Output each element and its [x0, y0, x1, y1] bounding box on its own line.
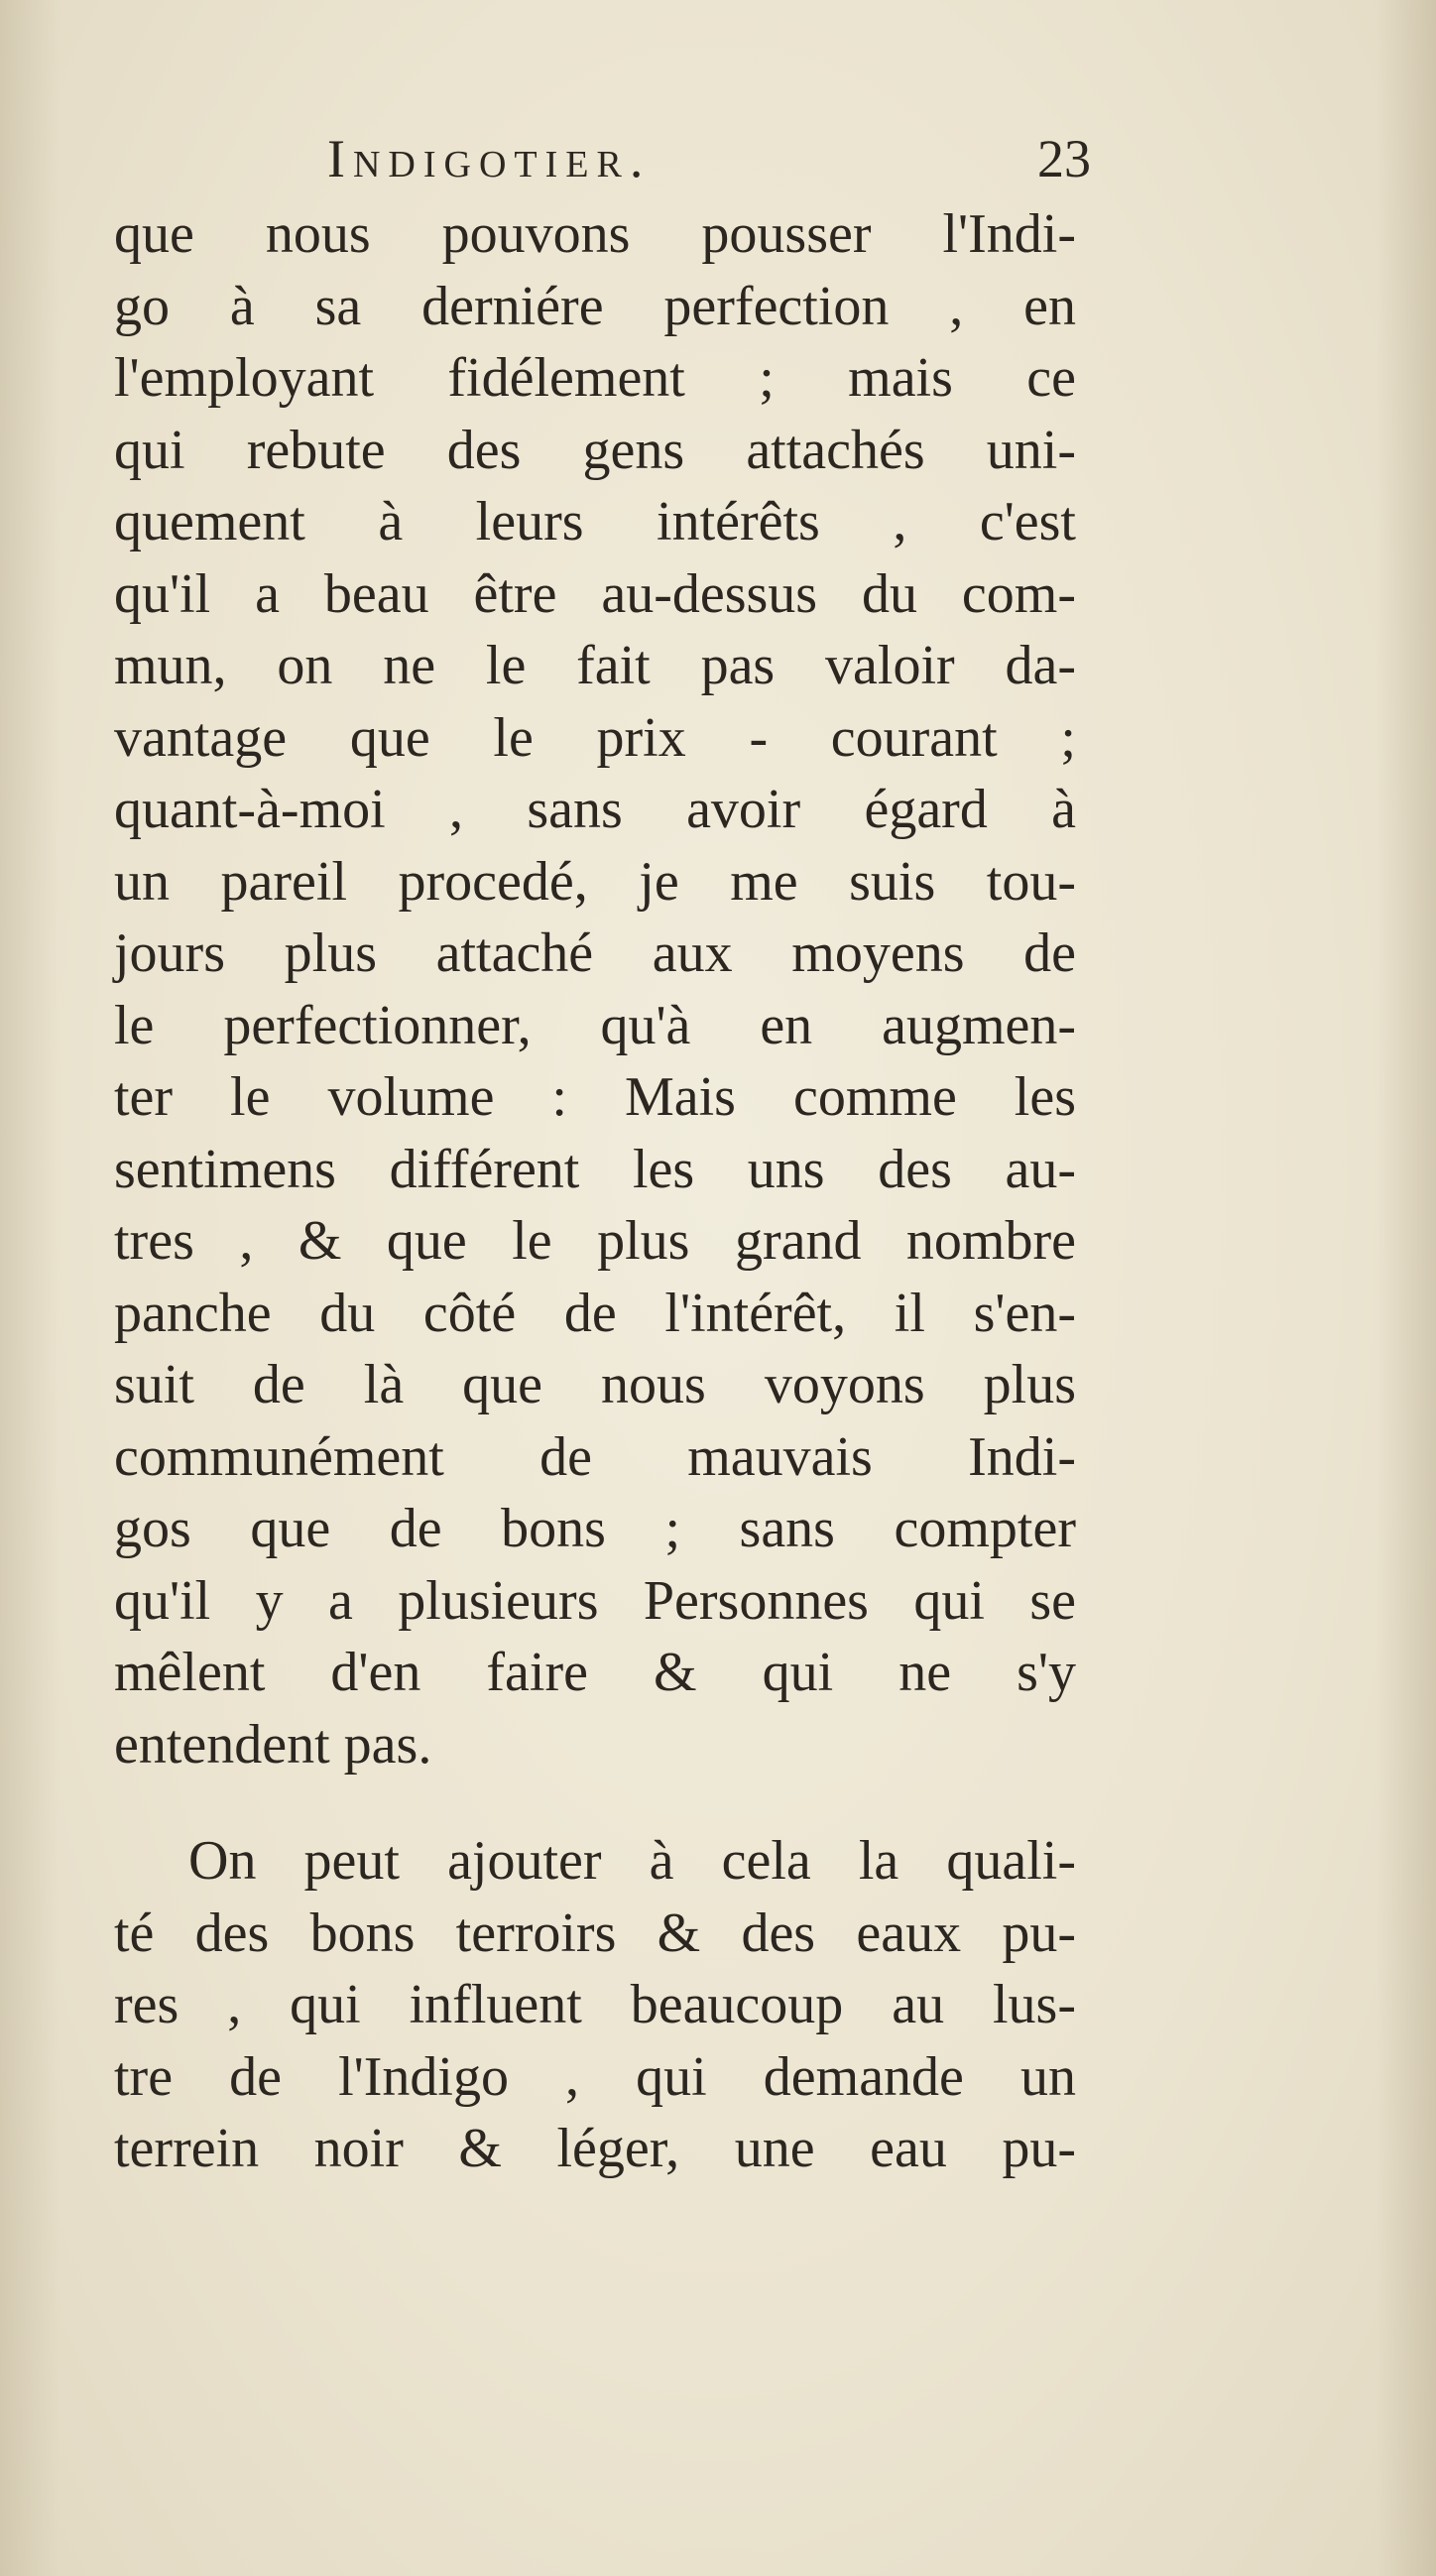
text-line: ter le volume : Mais comme les — [114, 1066, 1076, 1128]
text-line: tres , & que le plus grand nombre — [114, 1210, 1076, 1272]
text-line: res , qui influent beaucoup au lus- — [114, 1974, 1076, 2035]
text-line: suit de là que nous voyons plus — [114, 1354, 1076, 1415]
text-line: un pareil procedé, je me suis tou- — [114, 850, 1076, 913]
text-line: vantage que le prix - courant ; — [114, 706, 1076, 769]
page-number: 23 — [1037, 129, 1091, 188]
text-line: panche du côté de l'intérêt, il s'en- — [114, 1282, 1076, 1344]
text-line: mun, on ne le fait pas valoir da- — [114, 635, 1076, 696]
text-line: gos que de bons ; sans compter — [114, 1498, 1076, 1559]
text-line: qu'il y a plusieurs Personnes qui se — [114, 1569, 1076, 1632]
text-line: le perfectionner, qu'à en augmen- — [114, 994, 1076, 1056]
text-line: qu'il a beau être au-dessus du com- — [114, 562, 1076, 625]
text-line: sentimens différent les uns des au- — [114, 1138, 1076, 1200]
text-line: jours plus attaché aux moyens de — [114, 922, 1076, 984]
running-head — [327, 124, 1091, 193]
page-right-edge-shadow — [1376, 0, 1436, 2576]
text-line: entendent pas. — [114, 1713, 432, 1776]
text-line: que nous pouvons pousser l'Indi- — [114, 203, 1076, 265]
running-head-title: Indigotier. — [327, 129, 652, 188]
text-line: quant-à-moi , sans avoir égard à — [114, 779, 1076, 840]
text-line: l'employant fidélement ; mais ce — [114, 347, 1076, 409]
text-line: go à sa derniére perfection , en — [114, 275, 1076, 337]
text-line: quement à leurs intérêts , c'est — [114, 491, 1076, 552]
text-line: té des bons terroirs & des eaux pu- — [114, 1901, 1076, 1964]
text-line: qui rebute des gens attachés uni- — [114, 419, 1076, 481]
text-line: communément de mauvais Indi- — [114, 1425, 1076, 1488]
text-line: tre de l'Indigo , qui demande un — [114, 2045, 1076, 2108]
paragraph-2 — [114, 1825, 1076, 2185]
text-line: terrein noir & léger, une eau pu- — [114, 2118, 1076, 2179]
page-left-edge-shadow — [0, 0, 60, 2576]
text-line: On peut ajouter à cela la quali- — [188, 1830, 1076, 1892]
text-line: mêlent d'en faire & qui ne s'y — [114, 1642, 1076, 1703]
paragraph-1 — [114, 198, 1076, 1780]
